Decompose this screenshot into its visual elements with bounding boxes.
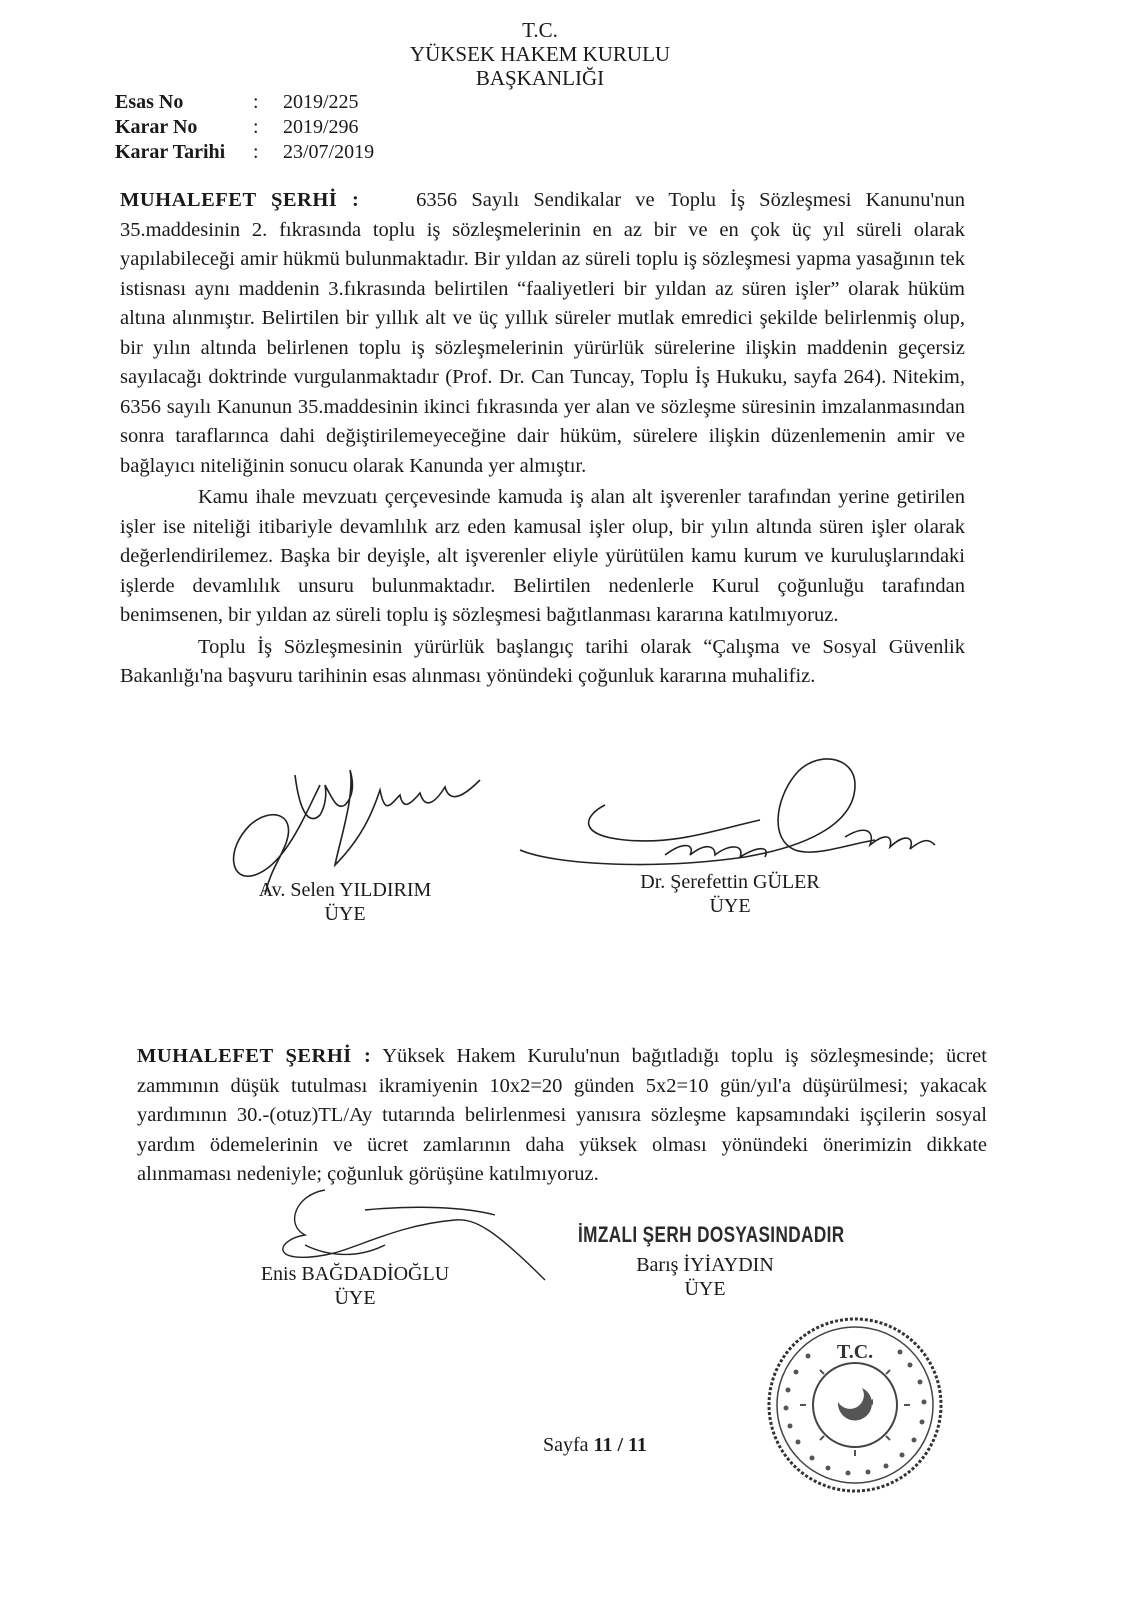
signatory-iyiaydin: [595, 1253, 815, 1301]
dissent-paragraph-1: [120, 186, 965, 481]
dissent-heading: MUHALEFET ŞERHİ :: [120, 189, 360, 211]
dissent-text-1: 6356 Sayılı Sendikalar ve Toplu İş Sözleşmesi Kanunu'nun 35.maddesinin 2. fıkrasında toplu iş sözleşmelerinin en az bir ve en çok üç yıl süreli olarak yapılabileceği amir hükmü bulunmaktadır. Bir yıldan az süreli toplu iş sözleşmesi yapma yasağının tek istisnası aynı maddenin 3.fıkrasında belirtilen “faaliyetleri bir yıldan az süren işler” olarak hüküm altına alınmıştır. Belirtilen bir yıllık alt ve üç yıllık süreler mutlak emredici şekilde belirlenmiş olup, bir yılın altında belirlenen toplu iş sözleşmelerinin yürürlük sürelerine ilişkin maddenin geçersiz sayılacağı doktrinde vurgulanmaktadır (Prof. Dr. Can Tuncay, Toplu İş Hukuku, sayfa 264). Nitekim, 6356 sayılı Kanunun 35.maddesinin ikinci fıkrasında yer alan ve sözleşme süresinin imzalanmasından sonra taraflarınca dahi değiştirilemeyeceğine dair hüküm, sürelere ilişkin düzenlemenin amir ve bağlayıcı niteliğinin sonucu olarak Kanunda yer almıştır.: [120, 189, 965, 477]
header-tc: T.C.: [522, 18, 558, 42]
signed-dissent-on-file-stamp: İMZALI ŞERH DOSYASINDADIR: [578, 1222, 845, 1247]
dissent-paragraph-3: Toplu İş Sözleşmesinin yürürlük başlangıç tarihi olarak “Çalışma ve Sosyal Güvenlik Bakanlığı'na başvuru tarihinin esas alınması yönündeki çoğunluk kararına muhalifiz.: [120, 635, 965, 687]
colon: :: [253, 91, 259, 113]
colon: :: [253, 141, 259, 163]
dissent-heading: MUHALEFET ŞERHİ :: [137, 1045, 372, 1067]
dissent-text-4: Yüksek Hakem Kurulu'nun bağıtladığı toplu iş sözleşmesinde; ücret zammının düşük tutulması ikramiyenin 10x2=20 günden 5x2=10 gün/yıl'a düşürülmesi; yakacak yardımının 30.-(otuz)TL/Ay tutarında belirlenmesi yanısıra sözleşme kapsamındaki işçilerin sosyal yardım ödemelerinin ve ücret zamlarının daha yüksek olması yönündeki önerimizin dikkate alınmaması nedeniyle; çoğunluk görüşüne katılmıyoruz.: [137, 1045, 987, 1185]
signatory-role: ÜYE: [324, 903, 366, 925]
case-metadata: [115, 90, 374, 165]
esas-no-label: Esas No: [115, 91, 184, 113]
signatory-name: Barış İYİAYDIN: [636, 1254, 774, 1276]
dissent-section-2: [137, 1042, 987, 1190]
karar-tarihi-row: [115, 140, 374, 165]
esas-no-row: [115, 90, 374, 115]
header-department: BAŞKANLIĞI: [475, 66, 605, 90]
seal-text: T.C.: [836, 1341, 874, 1363]
page-number: 11 / 11: [593, 1434, 647, 1456]
signatory-role: ÜYE: [709, 895, 751, 917]
dissent-paragraph-4: [137, 1042, 987, 1190]
page-footer: [543, 1434, 647, 1457]
signatory-role: ÜYE: [684, 1278, 726, 1300]
signatory-bagdadioglu: [235, 1262, 475, 1310]
karar-no-row: [115, 115, 374, 140]
header-institution: YÜKSEK HAKEM KURULU: [409, 42, 671, 66]
karar-no-label: Karar No: [115, 116, 198, 138]
signatory-name: Enis BAĞDADİOĞLU: [260, 1263, 450, 1285]
signatory-guler: [615, 870, 845, 918]
signatory-yildirim: [230, 878, 460, 926]
esas-no-value: 2019/225: [283, 91, 359, 113]
karar-tarihi-label: Karar Tarihi: [115, 141, 226, 163]
dissent-section-1: [120, 186, 965, 692]
colon: :: [253, 116, 259, 138]
document-header: [330, 18, 750, 90]
karar-no-value: 2019/296: [283, 116, 359, 138]
signatory-name: Av. Selen YILDIRIM: [258, 879, 432, 901]
page-label: Sayfa: [543, 1434, 589, 1456]
signatory-role: ÜYE: [334, 1287, 376, 1309]
dissent-paragraph-2: Kamu ihale mevzuatı çerçevesinde kamuda iş alan alt işverenler tarafından yerine getirilen işler ise niteliği itibariyle devamlılık arz eden kamusal işler olup, bir yılın altında süren işler olarak değerlendirilemez. Başka bir deyişle, alt işverenler eliyle yürütülen kamu kurum ve kuruluşlarındaki işlerde devamlılık unsuru bulunmaktadır. Belirtilen nedenlerle Kurul çoğunluğu tarafından benimsenen, bir yıldan az süreli toplu iş sözleşmesi bağıtlanması kararına katılmıyoruz.: [120, 486, 965, 626]
official-seal: [760, 1310, 950, 1500]
signatory-name: Dr. Şerefettin GÜLER: [640, 871, 820, 893]
karar-tarihi-value: 23/07/2019: [283, 141, 375, 163]
